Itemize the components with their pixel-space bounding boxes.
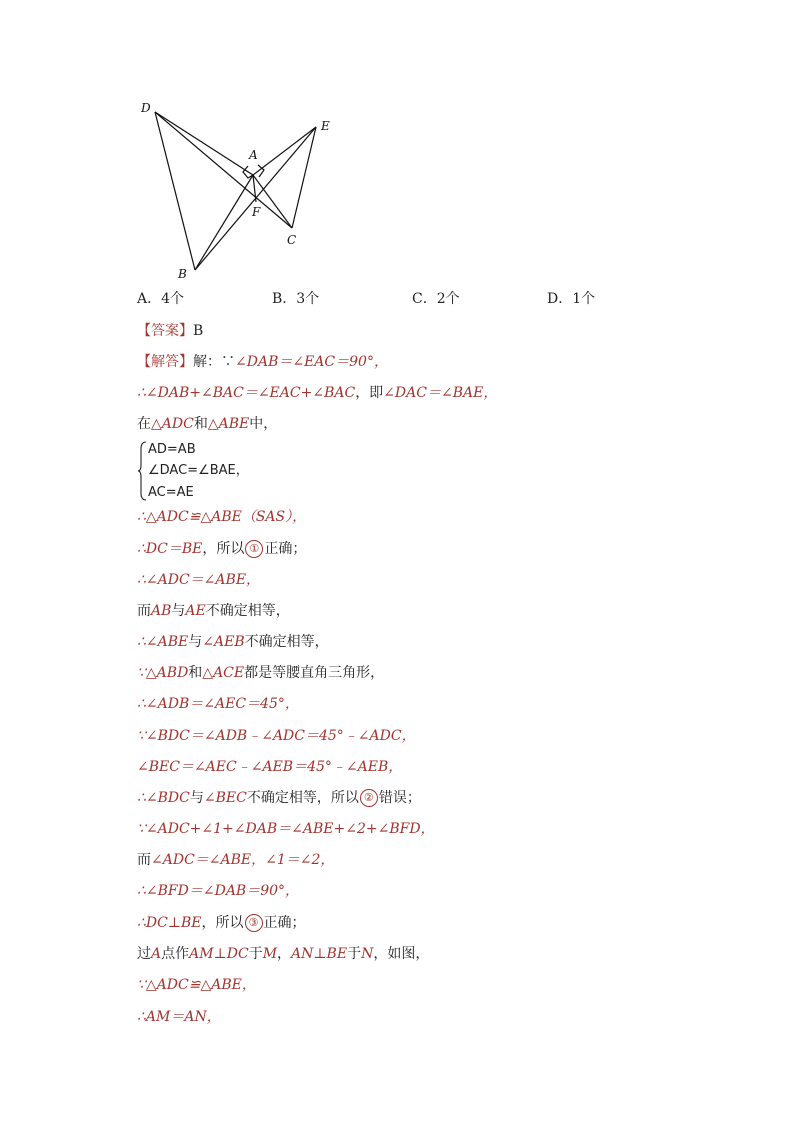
answer-value: B bbox=[193, 323, 204, 339]
solution-line-18: 过A点作AM⊥DC于M，AN⊥BE于N，如图， bbox=[137, 946, 430, 962]
segment-DA bbox=[155, 112, 253, 175]
system-eq-3: AC=AE bbox=[148, 485, 194, 500]
solution-tag: 【解答】 bbox=[137, 354, 193, 370]
label-C: C bbox=[287, 233, 297, 247]
segment-AC bbox=[253, 175, 292, 228]
label-A: A bbox=[249, 148, 258, 162]
solution-line-4: ∴△ADC≌△ABE（SAS）， bbox=[137, 509, 307, 525]
answer-tag: 【答案】 bbox=[137, 323, 193, 339]
label-D: D bbox=[141, 101, 151, 115]
solution-line-15: 而∠ADC＝∠ABE，∠1＝∠2， bbox=[137, 852, 335, 868]
solution-line-19: ∵△ADC≌△ABE， bbox=[137, 977, 256, 993]
label-E: E bbox=[321, 119, 330, 133]
solution-line-14: ∵∠ADC+∠1+∠DAB＝∠ABE+∠2+∠BFD， bbox=[137, 821, 435, 837]
solution-line-5: ∴DC＝BE，所以 ① 正确； bbox=[137, 541, 307, 557]
system-eq-2: ∠DAC=∠BAE， bbox=[148, 463, 249, 478]
equation-system-brace bbox=[137, 441, 147, 501]
solution-line-13: ∴∠BDC与∠BEC不确定相等，所以 ② 错误； bbox=[137, 790, 421, 806]
solution-line-12: ∠BEC＝∠AEC﹣∠AEB＝45°﹣∠AEB， bbox=[137, 759, 403, 775]
geometry-figure bbox=[125, 90, 345, 290]
option-a: A．4个 bbox=[137, 291, 185, 307]
answer-line bbox=[137, 322, 203, 340]
solution-line-1: 【解答】解：∵∠DAB＝∠EAC＝90°， bbox=[137, 354, 388, 370]
solution-line-9: ∵△ABD和△ACE都是等腰直角三角形， bbox=[137, 665, 385, 681]
option-d: D．1个 bbox=[547, 291, 596, 307]
label-B: B bbox=[178, 267, 187, 281]
solution-line-3: 在△ADC和△ABE中， bbox=[137, 416, 278, 432]
option-b: B．3个 bbox=[272, 291, 320, 307]
solution-line-17: ∴DC⊥BE，所以 ③ 正确； bbox=[137, 915, 306, 931]
solution-line-8: ∴∠ABE与∠AEB不确定相等， bbox=[137, 634, 329, 650]
segment-DC bbox=[155, 112, 292, 228]
solution-line-2: ∴∠DAB+∠BAC＝∠EAC+∠BAC，即∠DAC＝∠BAE， bbox=[137, 385, 498, 401]
solution-line-16: ∴∠BFD＝∠DAB＝90°， bbox=[137, 883, 300, 899]
solution-line-11: ∵∠BDC＝∠ADB﹣∠ADC＝45°﹣∠ADC， bbox=[137, 728, 416, 744]
segment-BA bbox=[195, 175, 253, 270]
solution-line-10: ∴∠ADB＝∠AEC＝45°， bbox=[137, 696, 299, 712]
segment-DB bbox=[155, 112, 195, 270]
solution-line-6: ∴∠ADC＝∠ABE， bbox=[137, 572, 261, 588]
solution-line-20: ∴AM＝AN， bbox=[137, 1009, 221, 1025]
option-c: C．2个 bbox=[412, 291, 460, 307]
solution-line-7: 而AB与AE不确定相等， bbox=[137, 603, 290, 619]
system-eq-1: AD=AB bbox=[148, 442, 196, 457]
label-F: F bbox=[252, 205, 261, 219]
